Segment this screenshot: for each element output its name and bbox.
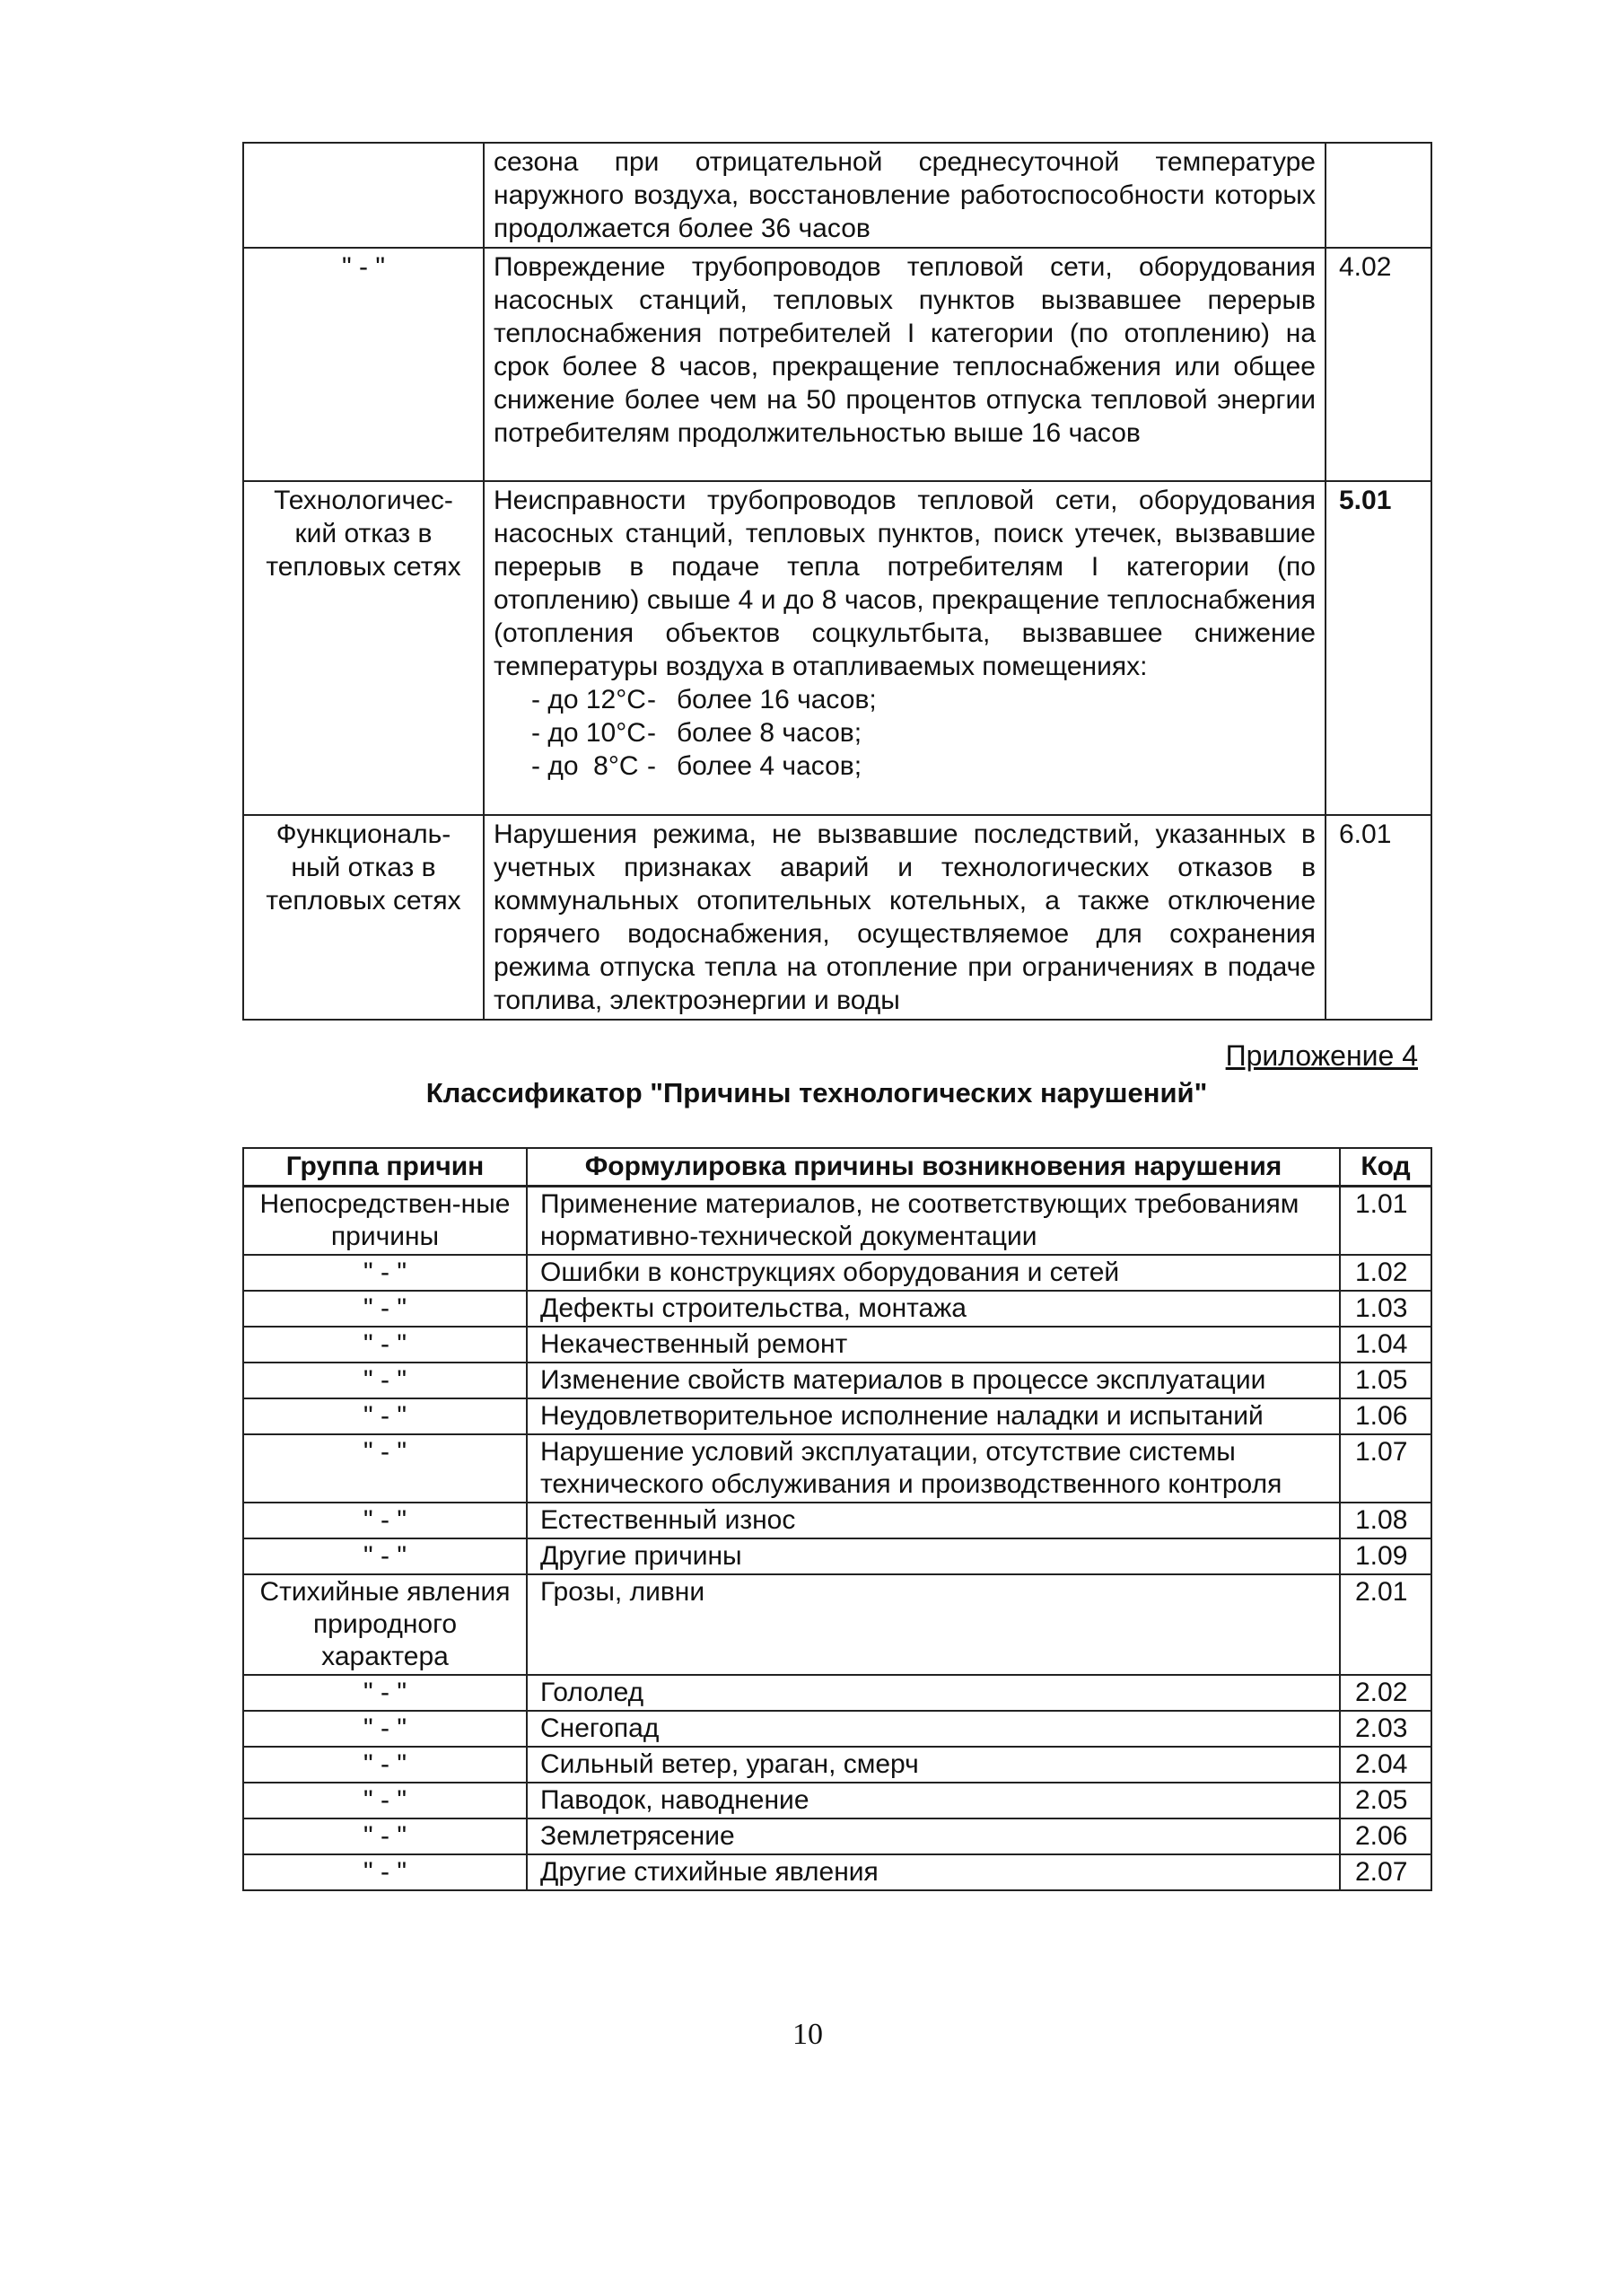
reason-cell: Изменение свойств материалов в процессе эксплуатации [527, 1363, 1340, 1398]
table-row [243, 1327, 1431, 1363]
header-reason: Формулировка причины возникновения нарушения [527, 1148, 1340, 1187]
code-cell: 2.07 [1340, 1854, 1431, 1890]
table-row [243, 1675, 1431, 1711]
table-row [243, 143, 1431, 248]
group-cell [243, 143, 484, 248]
table-row [243, 1503, 1431, 1538]
group-cell: " - " [243, 248, 484, 481]
header-code: Код [1340, 1148, 1431, 1187]
code-cell: 1.06 [1340, 1398, 1431, 1434]
code-cell: 2.02 [1340, 1675, 1431, 1711]
table-row [243, 1255, 1431, 1291]
incident-criteria-body [243, 143, 1431, 1020]
code-cell: 5.01 [1326, 481, 1431, 815]
reason-cell: Сильный ветер, ураган, смерч [527, 1747, 1340, 1783]
group-cell: " - " [243, 1675, 527, 1711]
reason-cell: Некачественный ремонт [527, 1327, 1340, 1363]
table-row [243, 1538, 1431, 1574]
table-row [243, 1291, 1431, 1327]
table-row [243, 1363, 1431, 1398]
classifier-body [243, 1187, 1431, 1891]
reason-cell: Другие причины [527, 1538, 1340, 1574]
table-row [243, 1187, 1431, 1256]
code-cell: 1.02 [1340, 1255, 1431, 1291]
table-row [243, 1398, 1431, 1434]
group-cell: " - " [243, 1783, 527, 1818]
code-cell: 2.06 [1340, 1818, 1431, 1854]
code-cell: 2.01 [1340, 1574, 1431, 1675]
duration: более 4 часов; [677, 751, 862, 781]
table-row [243, 1783, 1431, 1818]
table-row [243, 1854, 1431, 1890]
temperature-condition [494, 749, 1316, 783]
group-cell: " - " [243, 1503, 527, 1538]
group-cell: Непосредствен-ные причины [243, 1187, 527, 1256]
temp-limit: - до 10°С [531, 718, 646, 748]
description-cell: Нарушения режима, не вызвавшие последствий, указанных в учетных признаках аварий и технологических отказов в коммунальных отопительных котельных, а также отключение горячего водоснабжения, осуществляемое для сохранения режима отпуска тепла на отопление при ограничениях в подаче топлива, электроэнергии и воды [484, 815, 1326, 1020]
code-cell: 1.04 [1340, 1327, 1431, 1363]
temp-limit: - до 8°С [531, 751, 639, 781]
header-row [243, 1148, 1431, 1187]
table-row [243, 248, 1431, 481]
reason-cell: Землетрясение [527, 1818, 1340, 1854]
group-cell: " - " [243, 1434, 527, 1503]
temp-limit: - до 12°С [531, 685, 646, 714]
classifier-title: Классификатор "Причины технологических нарушений" [425, 1077, 1208, 1109]
group-cell: Технологичес-кий отказ в тепловых сетях [243, 481, 484, 815]
code-cell: 1.03 [1340, 1291, 1431, 1327]
code-cell: 2.05 [1340, 1783, 1431, 1818]
table-row [243, 815, 1431, 1020]
table-row [243, 1818, 1431, 1854]
code-cell: 6.01 [1326, 815, 1431, 1020]
reason-cell: Естественный износ [527, 1503, 1340, 1538]
dash: - [647, 718, 656, 748]
duration: более 8 часов; [677, 718, 862, 748]
code-cell: 2.03 [1340, 1711, 1431, 1747]
dash: - [647, 751, 656, 781]
classifier-header [243, 1148, 1431, 1187]
code-cell: 2.04 [1340, 1747, 1431, 1783]
classifier-table [242, 1147, 1432, 1891]
group-cell: " - " [243, 1818, 527, 1854]
group-cell: " - " [243, 1291, 527, 1327]
table-row [243, 1434, 1431, 1503]
description-text: Неисправности трубопроводов тепловой сети, оборудования насосных станций, тепловых пунктов, поиск утечек, вызвавшие перерыв в подаче тепла потребителям I категории (по отоплению) свыше 4 и до 8 часов, прекращение теплоснабжения (отопления объектов соцкультбыта, вызвавшее снижение температуры воздуха в отапливаемых помещениях: [494, 486, 1316, 681]
header-group: Группа причин [243, 1148, 527, 1187]
reason-cell: Применение материалов, не соответствующих требованиям нормативно-технической документации [527, 1187, 1340, 1256]
group-cell: " - " [243, 1363, 527, 1398]
code-cell: 1.08 [1340, 1503, 1431, 1538]
group-cell: " - " [243, 1711, 527, 1747]
code-cell: 1.01 [1340, 1187, 1431, 1256]
table-row [243, 1574, 1431, 1675]
code-cell: 4.02 [1326, 248, 1431, 481]
group-cell: " - " [243, 1747, 527, 1783]
dash: - [647, 685, 656, 714]
duration: более 16 часов; [677, 685, 877, 714]
code-cell: 1.05 [1340, 1363, 1431, 1398]
incident-criteria-table [242, 142, 1432, 1021]
table-row [243, 1711, 1431, 1747]
reason-cell: Грозы, ливни [527, 1574, 1340, 1675]
reason-cell: Паводок, наводнение [527, 1783, 1340, 1818]
temperature-condition [494, 716, 1316, 749]
table-row [243, 481, 1431, 815]
description-cell [484, 481, 1326, 815]
reason-cell: Снегопад [527, 1711, 1340, 1747]
reason-cell: Ошибки в конструкциях оборудования и сетей [527, 1255, 1340, 1291]
appendix-label: Приложение 4 [1225, 1039, 1418, 1072]
reason-cell: Дефекты строительства, монтажа [527, 1291, 1340, 1327]
group-cell: " - " [243, 1327, 527, 1363]
reason-cell: Неудовлетворительное исполнение наладки и испытаний [527, 1398, 1340, 1434]
group-cell: Функциональ-ный отказ в тепловых сетях [243, 815, 484, 1020]
temperature-condition [494, 683, 1316, 716]
group-cell: " - " [243, 1854, 527, 1890]
group-cell: " - " [243, 1538, 527, 1574]
group-cell: " - " [243, 1398, 527, 1434]
description-cell: сезона при отрицательной среднесуточной температуре наружного воздуха, восстановление работоспособности которых продолжается более 36 часов [484, 143, 1326, 248]
reason-cell: Нарушение условий эксплуатации, отсутствие системы технического обслуживания и производственного контроля [527, 1434, 1340, 1503]
page-number: 10 [792, 2018, 823, 2051]
code-cell: 1.09 [1340, 1538, 1431, 1574]
code-cell: 1.07 [1340, 1434, 1431, 1503]
reason-cell: Гололед [527, 1675, 1340, 1711]
group-cell: " - " [243, 1255, 527, 1291]
reason-cell: Другие стихийные явления [527, 1854, 1340, 1890]
description-cell: Повреждение трубопроводов тепловой сети, оборудования насосных станций, тепловых пунктов вызвавшее перерыв теплоснабжения потребителей I категории (по отоплению) на срок более 8 часов, прекращение теплоснабжения или общее снижение более чем на 50 процентов отпуска тепловой энергии потребителям продолжительностью выше 16 часов [484, 248, 1326, 481]
code-cell [1326, 143, 1431, 248]
group-cell: Стихийные явления природного характера [243, 1574, 527, 1675]
table-row [243, 1747, 1431, 1783]
